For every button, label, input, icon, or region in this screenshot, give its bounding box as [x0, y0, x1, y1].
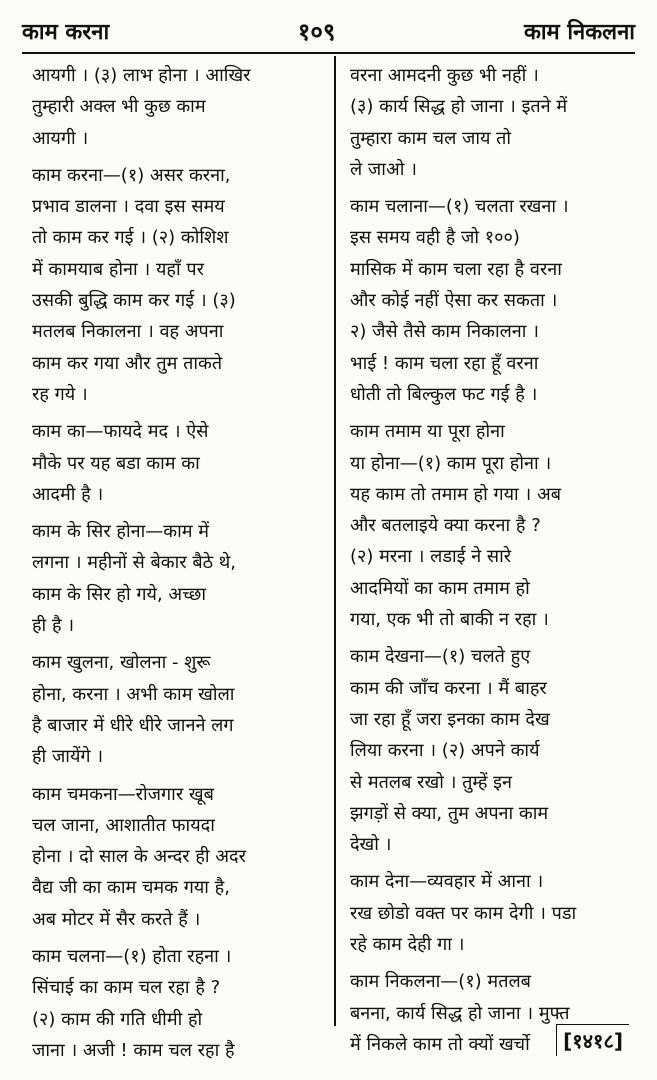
text-line: लिया करना । (२) अपने कार्य — [350, 740, 540, 762]
text-line: ही है । — [32, 615, 75, 637]
text-line: लगना । महीनों से बेकार बैठे थे, — [32, 552, 237, 574]
running-header — [22, 14, 635, 48]
text-line: होना, करना । अभी काम खोला — [32, 683, 235, 705]
text-line: ही जायेंगे । — [32, 746, 104, 768]
text-line: और कोई नहीं ऐसा कर सकता । — [350, 290, 558, 312]
text-line: काम कर गया और तुम ताकते — [32, 352, 223, 374]
entry-headword-line: काम के सिर होना—काम में — [32, 521, 210, 543]
column-divider — [334, 56, 336, 1026]
text-line: में निकले काम तो क्यों खर्चो — [350, 1033, 530, 1055]
text-line: बनना, कार्य सिद्ध हो जाना । मुफ्त — [350, 1002, 570, 1024]
text-line: ले जाओ । — [350, 158, 417, 180]
text-line: आदमियों का काम तमाम हो — [350, 577, 530, 599]
text-line: जा रहा हूँ जरा इनका काम देख — [350, 708, 550, 730]
text-line: है बाजार में धीरे धीरे जानने लग — [32, 714, 234, 736]
text-line: से मतलब रखो । तुम्हें इन — [350, 771, 512, 793]
text-line: रहे काम देही गा । — [350, 934, 465, 956]
text-line: प्रभाव डालना । दवा इस समय — [32, 196, 225, 218]
text-line: धोती तो बिल्कुल फट गई है । — [350, 383, 538, 405]
entry-headword-line: काम करना—(१) असर करना, — [32, 164, 231, 186]
text-line: मासिक में काम चला रहा है वरना — [350, 258, 562, 280]
header-rule — [22, 52, 635, 54]
text-line: सिंचाई का काम चल रहा है ? — [32, 977, 221, 999]
text-line: (२) काम की गति धीमी हो — [32, 1008, 203, 1030]
header-left-guideword: काम करना — [22, 20, 110, 45]
entry-headword-line: काम चलाना—(१) चलता रखना । — [350, 196, 569, 218]
entry-headword-line: काम खुलना, खोलना - शुरू — [32, 652, 211, 674]
footer-number: [१४१८] — [556, 1024, 629, 1056]
left-column — [32, 60, 322, 1066]
text-line: वरना आमदनी कुछ भी नहीं । — [350, 65, 539, 86]
text-line: काम के सिर हो गये, अच्छा — [32, 583, 207, 605]
text-line: भाई ! काम चला रहा हूँ वरना — [350, 352, 539, 374]
text-line: जाना । अजी ! काम चल रहा है — [32, 1039, 235, 1061]
text-line: रह गये । — [32, 383, 88, 405]
text-line: आयगी । (३) लाभ होना । आखिर — [32, 65, 251, 86]
text-line: (३) कार्य सिद्ध हो जाना । इतने में — [350, 96, 568, 118]
text-line: गया, एक भी तो बाकी न रहा । — [350, 609, 549, 631]
text-line: यह काम तो तमाम हो गया । अब — [350, 483, 561, 505]
text-line: देखो । — [350, 834, 392, 856]
entry-headword-line: काम चमकना—रोजगार खूब — [32, 783, 214, 805]
text-line: उसकी बुद्धि काम कर गई । (३) — [32, 290, 236, 312]
text-line: झगड़ों से क्या, तुम अपना काम — [350, 802, 549, 824]
page-number: १०९ — [297, 17, 336, 46]
text-line: इस समय वही है जो १००) — [350, 227, 520, 249]
text-line: मौके पर यह बडा काम का — [32, 452, 200, 474]
entry-headword-line: काम देखना—(१) चलते हुए — [350, 646, 531, 668]
text-line: या होना—(१) काम पूरा होना । — [350, 452, 552, 474]
text-line: मतलब निकालना । वह अपना — [32, 321, 224, 343]
text-line: २) जैसे तैसे काम निकालना । — [350, 321, 540, 343]
text-line: अब मोटर में सैर करते हैं । — [32, 908, 201, 930]
right-column — [350, 60, 640, 1060]
text-line: तो काम कर गई । (२) कोशिश — [32, 227, 229, 249]
text-line: में कामयाब होना । यहाँ पर — [32, 258, 204, 280]
text-line: चल जाना, आशातीत फायदा — [32, 814, 215, 836]
header-right-guideword: काम निकलना — [523, 20, 635, 45]
text-line: और बतलाइये क्या करना है ? — [350, 515, 541, 537]
text-line: होना । दो साल के अन्दर ही अदर — [32, 846, 246, 868]
text-line: वैद्य जी का काम चमक गया है, — [32, 877, 230, 899]
entry-headword-line: काम तमाम या पूरा होना — [350, 421, 505, 443]
entry-headword-line: काम चलना—(१) होता रहना । — [32, 946, 232, 968]
entry-headword-line: काम का—फायदे मद । ऐसे — [32, 421, 209, 443]
text-line: आयगी । — [32, 127, 89, 149]
text-line: तुम्हारा काम चल जाय तो — [350, 127, 512, 149]
text-line: काम की जाँच करना । मैं बाहर — [350, 677, 547, 699]
entry-headword-line: काम निकलना—(१) मतलब — [350, 971, 531, 993]
text-line: (२) मरना । लडाई ने सारे — [350, 546, 512, 568]
entry-headword-line: काम देना—व्यवहार में आना । — [350, 871, 544, 893]
text-line: रख छोडो वक्त पर काम देगी । पडा — [350, 902, 577, 924]
text-line: आदमी है । — [32, 483, 104, 505]
text-line: तुम्हारी अक्ल भी कुछ काम — [32, 96, 206, 118]
